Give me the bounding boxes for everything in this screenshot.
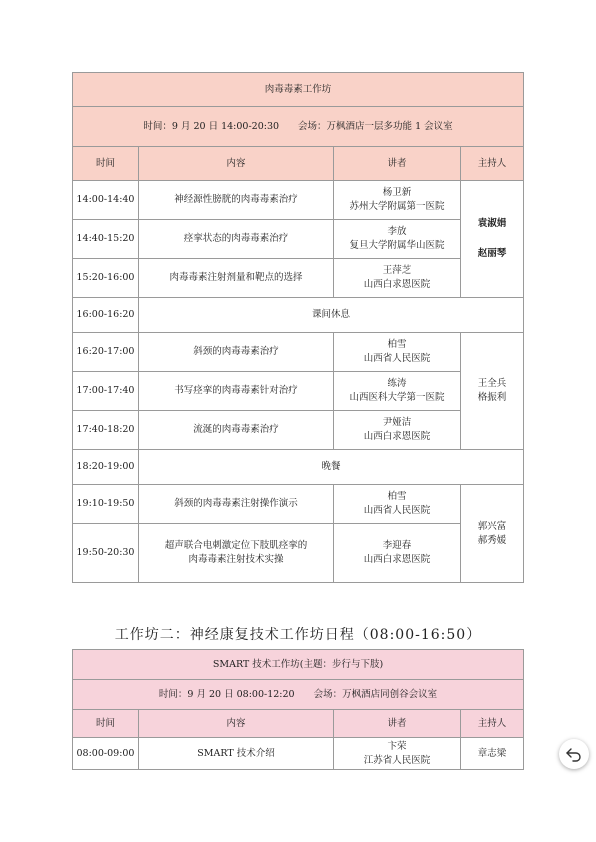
table-row	[73, 259, 524, 298]
col-header-time: 时间	[73, 710, 139, 738]
row-time: 18:20-19:00	[73, 450, 139, 485]
speaker-name: 尹娅洁	[382, 417, 412, 428]
col-header-time: 时间	[73, 147, 139, 181]
host-name: 郝秀媛	[477, 534, 507, 546]
host-name: 袁淑娟	[477, 218, 507, 229]
row-time: 14:00-14:40	[73, 181, 139, 220]
row-time: 08:00-09:00	[73, 738, 139, 770]
speaker-name: 李放	[387, 226, 407, 237]
row-time: 16:00-16:20	[73, 298, 139, 333]
table-header-row	[73, 710, 524, 738]
row-speaker	[334, 259, 461, 298]
speaker-name: 卞荣	[387, 740, 407, 752]
speaker-org: 苏州大学附属第一医院	[349, 201, 445, 212]
speaker-name: 王萍芝	[382, 265, 412, 276]
table-row	[73, 485, 524, 524]
back-button[interactable]	[559, 739, 589, 769]
speaker-name: 柏雪	[387, 339, 407, 350]
row-time: 16:20-17:00	[73, 333, 139, 372]
table-title: SMART 技术工作坊(主题：步行与下肢)	[73, 650, 524, 680]
row-content: 痉挛状态的肉毒毒素治疗	[139, 220, 334, 259]
speaker-org: 山西医科大学第一医院	[349, 392, 445, 403]
row-content: 肉毒毒素注射剂量和靶点的选择	[139, 259, 334, 298]
row-speaker	[334, 411, 461, 450]
speaker-org: 山西白求恩医院	[363, 554, 431, 565]
table-row	[73, 181, 524, 220]
row-time: 15:20-16:00	[73, 259, 139, 298]
table-title-row	[73, 73, 524, 107]
row-speaker	[334, 372, 461, 411]
host-cell	[461, 181, 524, 298]
table-row	[73, 411, 524, 450]
table-info-row	[73, 107, 524, 147]
speaker-org: 山西白求恩医院	[363, 279, 431, 290]
speaker-name: 练涛	[387, 378, 407, 389]
row-content: 斜颈的肉毒毒素治疗	[139, 333, 334, 372]
row-speaker	[334, 333, 461, 372]
session-info: 时间：9 月 20 日 14:00-20:30 会场：万枫酒店一层多功能 1 会议室	[73, 107, 524, 147]
row-content: SMART 技术介绍	[139, 738, 334, 770]
row-content	[139, 524, 334, 583]
col-header-speaker: 讲者	[334, 147, 461, 181]
host-name: 郭兴富	[477, 520, 507, 532]
table-title-row	[73, 650, 524, 680]
row-speaker	[334, 524, 461, 583]
table-info-row	[73, 680, 524, 710]
row-time: 14:40-15:20	[73, 220, 139, 259]
undo-arrow-icon	[565, 745, 583, 763]
table-row	[73, 372, 524, 411]
host-name: 王全兵	[477, 378, 507, 389]
row-content: 书写痉挛的肉毒毒素针对治疗	[139, 372, 334, 411]
table-row	[73, 220, 524, 259]
table-row	[73, 333, 524, 372]
table-row	[73, 450, 524, 485]
break-label: 课间休息	[139, 298, 524, 333]
table-row	[73, 524, 524, 583]
table-row	[73, 298, 524, 333]
row-time: 19:10-19:50	[73, 485, 139, 524]
schedule-table-smart	[72, 649, 524, 770]
col-header-host: 主持人	[461, 710, 524, 738]
speaker-org: 山西省人民医院	[363, 505, 431, 516]
table-header-row	[73, 147, 524, 181]
speaker-org: 山西省人民医院	[363, 353, 431, 364]
break-label: 晚餐	[139, 450, 524, 485]
row-time: 17:40-18:20	[73, 411, 139, 450]
host-cell: 章志梁	[461, 738, 524, 770]
row-speaker	[334, 181, 461, 220]
section-title: 工作坊二：神经康复技术工作坊日程（08:00-16:50）	[114, 627, 482, 643]
row-content: 斜颈的肉毒毒素注射操作演示	[139, 485, 334, 524]
row-speaker	[334, 738, 461, 770]
col-header-content: 内容	[139, 147, 334, 181]
host-name: 赵丽琴	[477, 248, 507, 259]
row-speaker	[334, 485, 461, 524]
host-cell	[461, 485, 524, 583]
row-content: 流涎的肉毒毒素治疗	[139, 411, 334, 450]
speaker-name: 柏雪	[387, 491, 407, 502]
speaker-name: 李迎春	[382, 540, 412, 551]
session-info: 时间：9 月 20 日 08:00-12:20 会场：万枫酒店同创谷会议室	[73, 680, 524, 710]
host-cell	[461, 333, 524, 450]
speaker-org: 江苏省人民医院	[363, 754, 431, 766]
schedule-table-botox	[72, 72, 524, 583]
row-speaker	[334, 220, 461, 259]
table-title: 肉毒毒素工作坊	[73, 73, 524, 107]
host-name: 格振利	[477, 392, 507, 403]
col-header-host: 主持人	[461, 147, 524, 181]
speaker-name: 杨卫新	[382, 187, 412, 198]
row-time: 19:50-20:30	[73, 524, 139, 583]
row-content: 神经源性膀胱的肉毒毒素治疗	[139, 181, 334, 220]
row-time: 17:00-17:40	[73, 372, 139, 411]
content-line: 超声联合电刺激定位下肢肌痉挛的	[164, 540, 308, 551]
col-header-content: 内容	[139, 710, 334, 738]
col-header-speaker: 讲者	[334, 710, 461, 738]
table-row	[73, 738, 524, 770]
speaker-org: 山西白求恩医院	[363, 431, 431, 442]
content-line: 肉毒毒素注射技术实操	[188, 554, 284, 565]
speaker-org: 复旦大学附属华山医院	[349, 240, 445, 251]
